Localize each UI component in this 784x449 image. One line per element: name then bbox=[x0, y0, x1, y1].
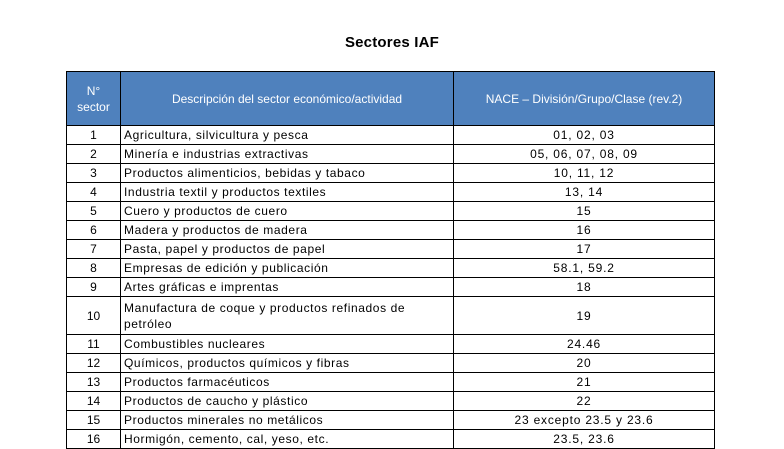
cell-nace-code: 15 bbox=[454, 202, 715, 221]
cell-description: Artes gráficas e imprentas bbox=[121, 278, 454, 297]
cell-description: Manufactura de coque y productos refinados de petróleo bbox=[121, 297, 454, 335]
cell-nace-code: 23 excepto 23.5 y 23.6 bbox=[454, 411, 715, 430]
table-row bbox=[67, 259, 715, 278]
cell-description: Minería e industrias extractivas bbox=[121, 145, 454, 164]
cell-nace-code: 58.1, 59.2 bbox=[454, 259, 715, 278]
cell-sector-number: 10 bbox=[67, 297, 121, 335]
cell-sector-number: 3 bbox=[67, 164, 121, 183]
cell-nace-code: 23.5, 23.6 bbox=[454, 430, 715, 449]
cell-description: Pasta, papel y productos de papel bbox=[121, 240, 454, 259]
table-row bbox=[67, 126, 715, 145]
cell-sector-number: 8 bbox=[67, 259, 121, 278]
table-row bbox=[67, 164, 715, 183]
cell-nace-code: 13, 14 bbox=[454, 183, 715, 202]
table-row bbox=[67, 373, 715, 392]
table-row bbox=[67, 221, 715, 240]
table-row bbox=[67, 145, 715, 164]
table-header-row bbox=[67, 72, 715, 126]
cell-sector-number: 5 bbox=[67, 202, 121, 221]
cell-nace-code: 10, 11, 12 bbox=[454, 164, 715, 183]
cell-nace-code: 20 bbox=[454, 354, 715, 373]
table-row bbox=[67, 202, 715, 221]
cell-nace-code: 21 bbox=[454, 373, 715, 392]
cell-description: Agricultura, silvicultura y pesca bbox=[121, 126, 454, 145]
cell-nace-code: 17 bbox=[454, 240, 715, 259]
cell-description: Químicos, productos químicos y fibras bbox=[121, 354, 454, 373]
table-row bbox=[67, 411, 715, 430]
cell-nace-code: 05, 06, 07, 08, 09 bbox=[454, 145, 715, 164]
cell-sector-number: 6 bbox=[67, 221, 121, 240]
cell-sector-number: 13 bbox=[67, 373, 121, 392]
cell-description: Productos minerales no metálicos bbox=[121, 411, 454, 430]
cell-sector-number: 14 bbox=[67, 392, 121, 411]
cell-description: Hormigón, cemento, cal, yeso, etc. bbox=[121, 430, 454, 449]
cell-sector-number: 7 bbox=[67, 240, 121, 259]
table-row bbox=[67, 297, 715, 335]
cell-description: Industria textil y productos textiles bbox=[121, 183, 454, 202]
cell-description: Madera y productos de madera bbox=[121, 221, 454, 240]
table-row bbox=[67, 183, 715, 202]
cell-nace-code: 16 bbox=[454, 221, 715, 240]
cell-nace-code: 01, 02, 03 bbox=[454, 126, 715, 145]
cell-nace-code: 22 bbox=[454, 392, 715, 411]
cell-nace-code: 19 bbox=[454, 297, 715, 335]
cell-description: Empresas de edición y publicación bbox=[121, 259, 454, 278]
table-row bbox=[67, 354, 715, 373]
page-title: Sectores IAF bbox=[344, 34, 440, 51]
table-row bbox=[67, 430, 715, 449]
cell-description: Productos de caucho y plástico bbox=[121, 392, 454, 411]
cell-sector-number: 9 bbox=[67, 278, 121, 297]
cell-nace-code: 18 bbox=[454, 278, 715, 297]
cell-description: Cuero y productos de cuero bbox=[121, 202, 454, 221]
iaf-sectors-table bbox=[66, 71, 715, 449]
table-row bbox=[67, 392, 715, 411]
cell-sector-number: 2 bbox=[67, 145, 121, 164]
cell-description: Productos farmacéuticos bbox=[121, 373, 454, 392]
table-body bbox=[67, 126, 715, 449]
cell-sector-number: 11 bbox=[67, 335, 121, 354]
cell-sector-number: 1 bbox=[67, 126, 121, 145]
table-row bbox=[67, 278, 715, 297]
header-description: Descripción del sector económico/actividad bbox=[121, 72, 454, 126]
header-sector-number: N° sector bbox=[67, 72, 121, 126]
table-row bbox=[67, 335, 715, 354]
cell-sector-number: 16 bbox=[67, 430, 121, 449]
cell-description: Productos alimenticios, bebidas y tabaco bbox=[121, 164, 454, 183]
cell-sector-number: 12 bbox=[67, 354, 121, 373]
cell-description: Combustibles nucleares bbox=[121, 335, 454, 354]
cell-nace-code: 24.46 bbox=[454, 335, 715, 354]
cell-sector-number: 15 bbox=[67, 411, 121, 430]
table-row bbox=[67, 240, 715, 259]
cell-sector-number: 4 bbox=[67, 183, 121, 202]
header-nace: NACE – División/Grupo/Clase (rev.2) bbox=[454, 72, 715, 126]
